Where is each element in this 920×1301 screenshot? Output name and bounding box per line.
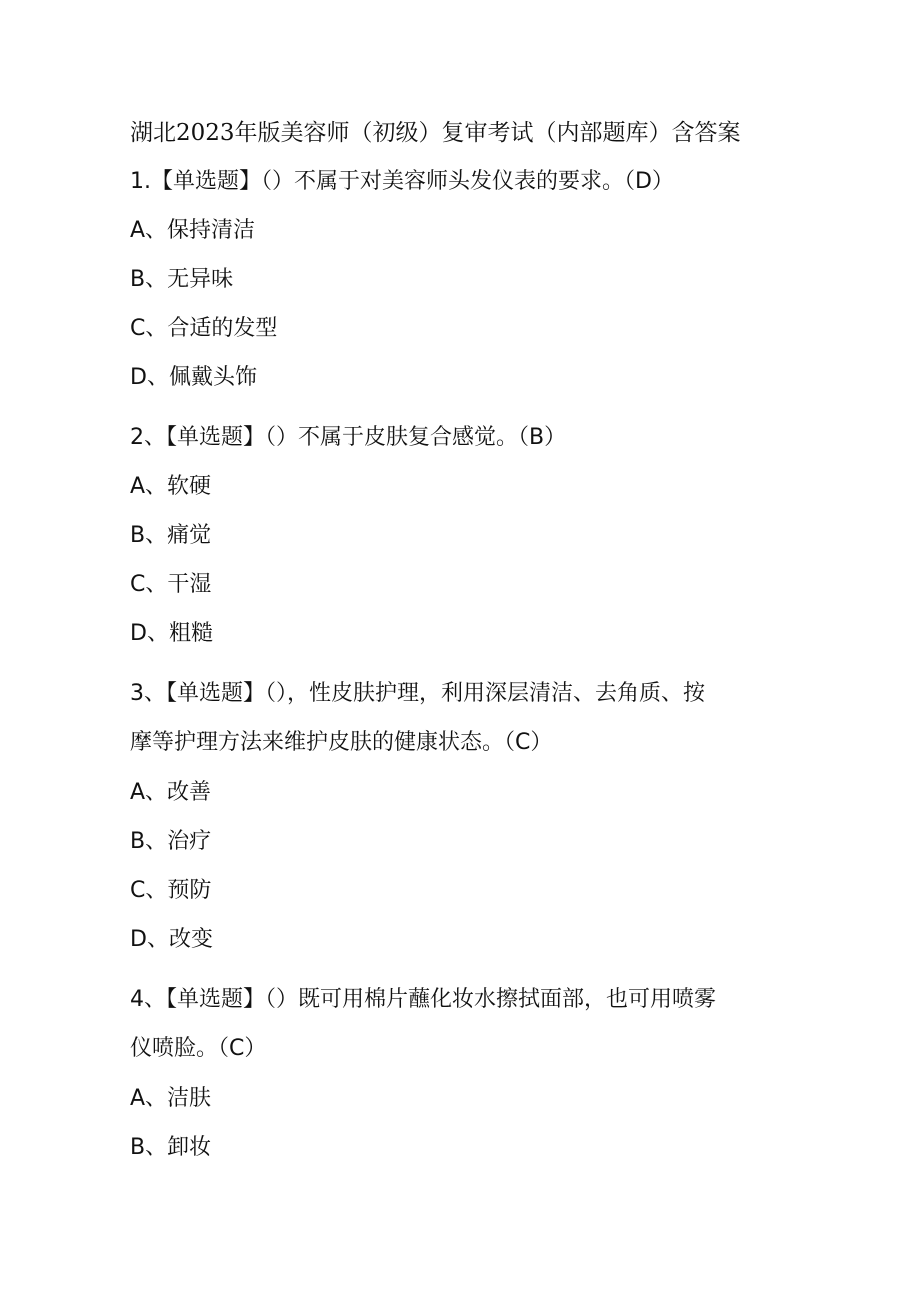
question-3-stem-line-2: 摩等护理方法来维护皮肤的健康状态。（C） [130, 730, 553, 755]
question-2-option-d: D、粗糙 [130, 621, 213, 646]
question-4-stem-line-1: 4、【单选题】（）既可用棉片蘸化妆水擦拭面部，也可用喷雾 [130, 987, 716, 1012]
question-2-stem: 2、【单选题】（）不属于皮肤复合感觉。（B） [130, 425, 567, 450]
question-2-option-b: B、痛觉 [130, 523, 212, 548]
question-3-option-b: B、治疗 [130, 829, 212, 854]
question-3-option-d: D、改变 [130, 927, 213, 952]
document-title: 湖北2023年版美容师（初级）复审考试（内部题库）含答案 [130, 120, 741, 146]
question-2-option-c: C、干湿 [130, 572, 212, 597]
question-1-option-d: D、佩戴头饰 [130, 365, 257, 390]
question-3-stem-line-1: 3、【单选题】（），性皮肤护理，利用深层清洁、去角质、按 [130, 681, 705, 706]
question-4-option-b: B、卸妆 [130, 1135, 212, 1160]
question-1-stem: 1.【单选题】（）不属于对美容师头发仪表的要求。（D） [130, 169, 674, 194]
question-1-option-a: A、保持清洁 [130, 218, 256, 243]
question-3-option-c: C、预防 [130, 878, 212, 903]
question-2-option-a: A、软硬 [130, 474, 212, 499]
question-1-option-b: B、无异味 [130, 267, 234, 292]
question-1-option-c: C、合适的发型 [130, 316, 278, 341]
question-4-stem-line-2: 仪喷脸。（C） [130, 1036, 267, 1061]
question-4-option-a: A、洁肤 [130, 1086, 212, 1111]
question-3-option-a: A、改善 [130, 780, 212, 805]
